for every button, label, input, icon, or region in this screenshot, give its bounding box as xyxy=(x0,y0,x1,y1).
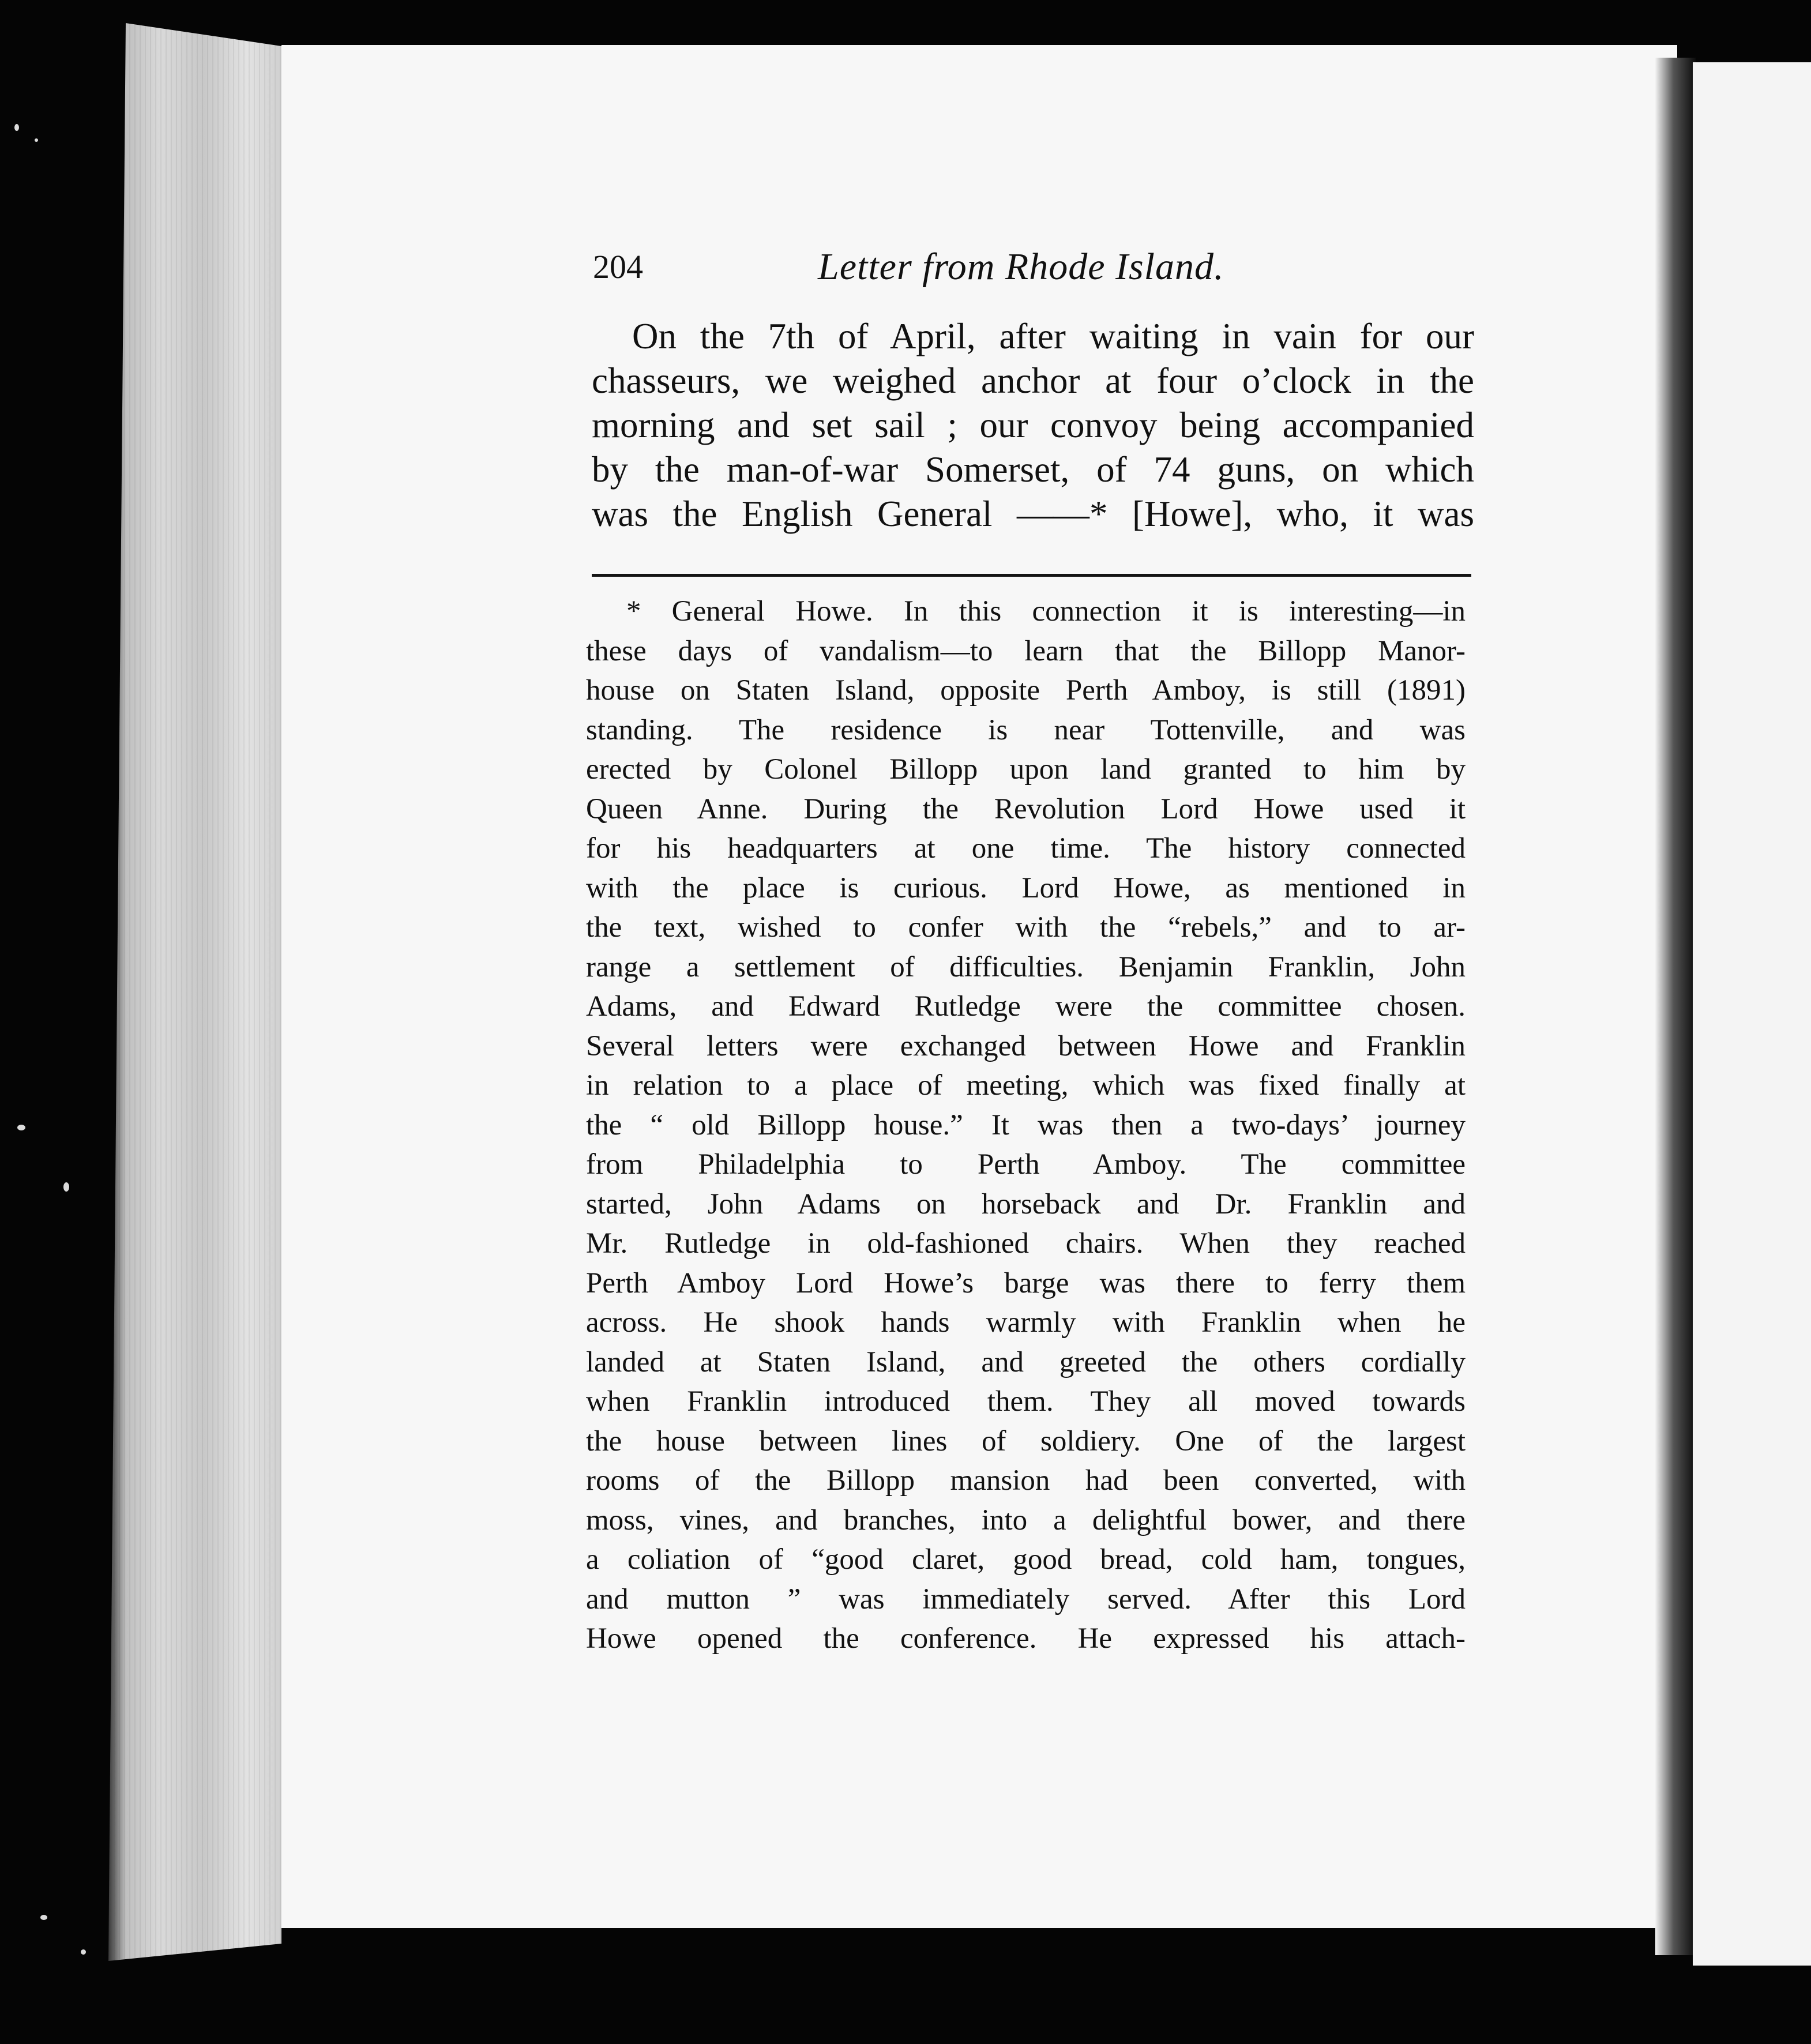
footnote-line: Queen Anne. During the Revolution Lord Howe used it xyxy=(586,792,1466,825)
footnote-line: the “ old Billopp house.” It was then a two-days’ journey xyxy=(586,1109,1466,1141)
text-line: was the English General ——* [Howe], who, it was xyxy=(592,494,1474,534)
footnote-line: with the place is curious. Lord Howe, as mentioned in xyxy=(586,871,1466,904)
footnote-line: * General Howe. In this connection it is interesting—in xyxy=(626,595,1466,628)
footnote-line: Mr. Rutledge in old-fashioned chairs. When they reached xyxy=(586,1227,1466,1260)
dust-speck xyxy=(63,1182,69,1192)
page-number: 204 xyxy=(593,248,643,285)
footnote-line: started, John Adams on horseback and Dr. Franklin and xyxy=(586,1188,1466,1220)
footnote-line: from Philadelphia to Perth Amboy. The committee xyxy=(586,1148,1466,1181)
dust-speck xyxy=(14,124,19,131)
footnote-line: Perth Amboy Lord Howe’s barge was there to ferry them xyxy=(586,1267,1466,1299)
footnote-line: house on Staten Island, opposite Perth Amboy, is still (1891) xyxy=(586,674,1466,707)
footnote-line: moss, vines, and branches, into a delightful bower, and there xyxy=(586,1504,1466,1536)
footnote-line: when Franklin introduced them. They all moved towards xyxy=(586,1385,1466,1418)
footnote-line: these days of vandalism—to learn that the Billopp Manor- xyxy=(586,634,1466,667)
running-head xyxy=(593,241,1250,293)
footnote-line: a coliation of “good claret, good bread, cold ham, tongues, xyxy=(586,1543,1466,1576)
dust-speck xyxy=(17,1125,25,1130)
facing-page-edge xyxy=(1693,62,1811,1966)
page-edges-texture xyxy=(108,23,281,1961)
footnote-line: the text, wished to confer with the “rebels,” and to ar- xyxy=(586,911,1466,944)
footnote-line: rooms of the Billopp mansion had been converted, with xyxy=(586,1464,1466,1497)
footnote-line: Howe opened the conference. He expressed his attach- xyxy=(586,1622,1466,1655)
footnote xyxy=(586,592,1466,1659)
dust-speck xyxy=(40,1915,47,1920)
running-title: Letter from Rhode Island. xyxy=(818,246,1224,288)
footnote-line: Adams, and Edward Rutledge were the committee chosen. xyxy=(586,990,1466,1023)
text-line: chasseurs, we weighed anchor at four o’clock in the xyxy=(592,360,1474,401)
footnote-line: standing. The residence is near Tottenville, and was xyxy=(586,713,1466,746)
footnote-line: landed at Staten Island, and greeted the others cordially xyxy=(586,1346,1466,1378)
footnote-line: range a settlement of difficulties. Benjamin Franklin, John xyxy=(586,950,1466,983)
footnote-line: for his headquarters at one time. The history connected xyxy=(586,832,1466,865)
dust-speck xyxy=(35,138,38,142)
book-gutter xyxy=(1655,58,1696,1955)
footnote-line: and mutton ” was immediately served. After this Lord xyxy=(586,1583,1466,1615)
dust-speck xyxy=(81,1949,86,1955)
text-line: On the 7th of April, after waiting in vain for our xyxy=(632,316,1474,356)
text-line: morning and set sail ; our convoy being accompanied xyxy=(592,405,1474,445)
footnote-line: the house between lines of soldiery. One of the largest xyxy=(586,1425,1466,1457)
footnote-line: across. He shook hands warmly with Franklin when he xyxy=(586,1306,1466,1339)
footnote-line: erected by Colonel Billopp upon land granted to him by xyxy=(586,753,1466,786)
main-text xyxy=(592,314,1474,536)
footnote-line: Several letters were exchanged between Howe and Franklin xyxy=(586,1029,1466,1062)
footnote-rule xyxy=(592,574,1471,577)
footnote-line: in relation to a place of meeting, which was fixed finally at xyxy=(586,1069,1466,1102)
text-line: by the man-of-war Somerset, of 74 guns, on which xyxy=(592,449,1474,490)
